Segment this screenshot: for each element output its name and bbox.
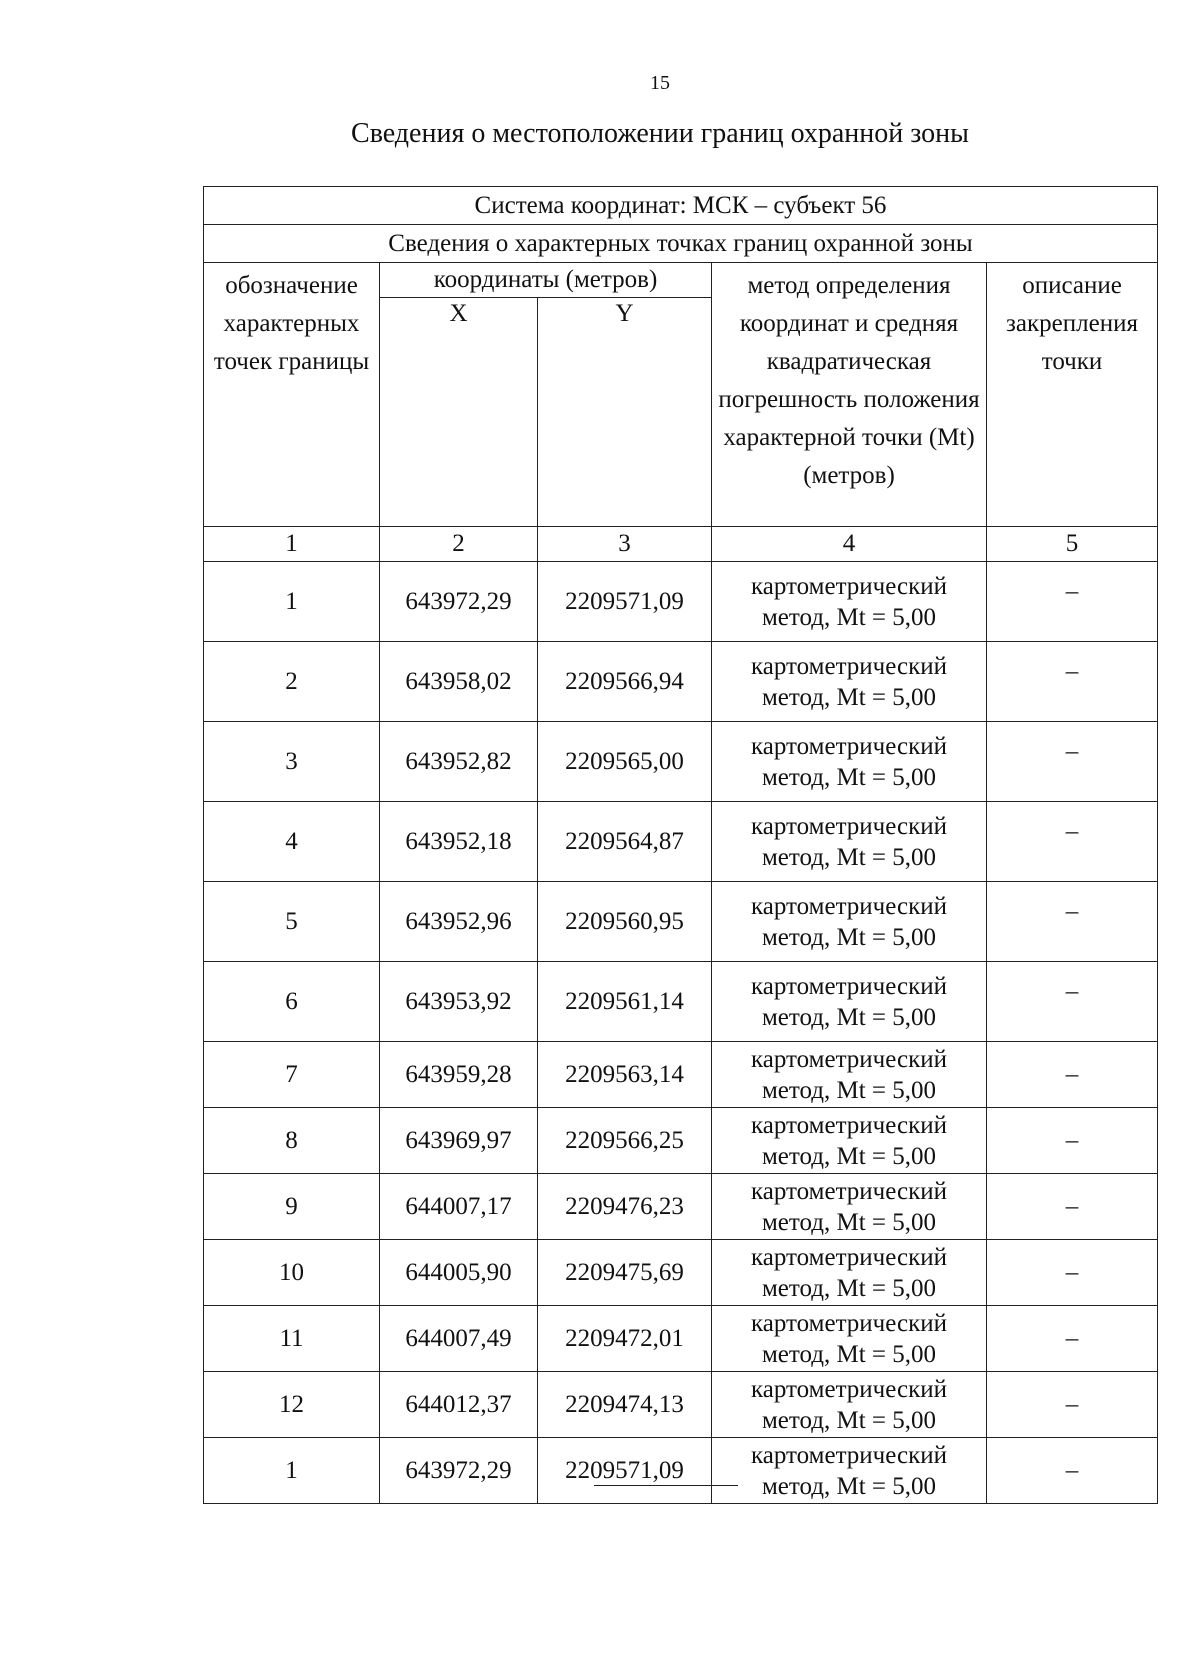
point-number-cell: 6 <box>204 962 380 1042</box>
y-coordinate-cell: 2209560,95 <box>538 882 712 962</box>
x-coordinate-cell: 643972,29 <box>380 1438 538 1504</box>
coordinates-table <box>203 186 1158 1504</box>
y-coordinate-cell: 2209565,00 <box>538 722 712 802</box>
table-row <box>204 1240 1158 1306</box>
method-cell <box>712 1306 987 1372</box>
header-coordinates: координаты (метров) <box>380 263 712 298</box>
header-row <box>204 263 1158 298</box>
method-line: метод, Mt = 5,00 <box>761 923 937 951</box>
y-coordinate-cell: 2209571,09 <box>538 562 712 642</box>
method-cell <box>712 962 987 1042</box>
point-number-cell: 9 <box>204 1174 380 1240</box>
x-coordinate-cell: 643972,29 <box>380 562 538 642</box>
y-coordinate-cell: 2209566,94 <box>538 642 712 722</box>
header-description: описание закрепления точки <box>987 263 1158 527</box>
description-cell: – <box>987 1306 1158 1372</box>
header-method: метод определения координат и средняя квадратическая погрешность положения характерной точки (Mt) (метров) <box>712 263 987 527</box>
table-row <box>204 882 1158 962</box>
description-cell: – <box>987 722 1158 802</box>
page-number: 15 <box>650 72 670 94</box>
method-line: метод, Mt = 5,00 <box>761 1472 937 1500</box>
method-line: картометрический <box>751 892 947 920</box>
column-number: 3 <box>538 527 712 562</box>
method-line: картометрический <box>751 1441 947 1469</box>
table-row <box>204 1372 1158 1438</box>
method-cell <box>712 1042 987 1108</box>
x-coordinate-cell: 644007,17 <box>380 1174 538 1240</box>
table-row <box>204 1042 1158 1108</box>
method-line: метод, Mt = 5,00 <box>761 683 937 711</box>
point-number-cell: 8 <box>204 1108 380 1174</box>
table-caption: Сведения о характерных точках границ охранной зоны <box>204 225 1158 263</box>
method-line: картометрический <box>751 1045 947 1073</box>
table-row <box>204 562 1158 642</box>
description-cell: – <box>987 802 1158 882</box>
y-coordinate-cell: 2209561,14 <box>538 962 712 1042</box>
x-coordinate-cell: 644007,49 <box>380 1306 538 1372</box>
method-line: метод, Mt = 5,00 <box>761 1076 937 1104</box>
point-number-cell: 4 <box>204 802 380 882</box>
description-cell: – <box>987 882 1158 962</box>
method-line: картометрический <box>751 572 947 600</box>
column-number: 2 <box>380 527 538 562</box>
header-y: Y <box>538 298 712 527</box>
point-number-cell: 7 <box>204 1042 380 1108</box>
coordinate-system-row <box>204 187 1158 225</box>
method-cell <box>712 802 987 882</box>
description-cell: – <box>987 962 1158 1042</box>
y-coordinate-cell: 2209472,01 <box>538 1306 712 1372</box>
method-line: метод, Mt = 5,00 <box>761 1274 937 1302</box>
point-number-cell: 3 <box>204 722 380 802</box>
method-cell <box>712 1108 987 1174</box>
method-line: картометрический <box>751 1177 947 1205</box>
y-coordinate-cell: 2209475,69 <box>538 1240 712 1306</box>
x-coordinate-cell: 643969,97 <box>380 1108 538 1174</box>
point-number-cell: 12 <box>204 1372 380 1438</box>
description-cell: – <box>987 1108 1158 1174</box>
method-line: метод, Mt = 5,00 <box>761 1406 937 1434</box>
column-number: 1 <box>204 527 380 562</box>
method-line: картометрический <box>751 1243 947 1271</box>
method-line: картометрический <box>751 1111 947 1139</box>
description-cell: – <box>987 1372 1158 1438</box>
x-coordinate-cell: 644005,90 <box>380 1240 538 1306</box>
method-cell <box>712 1240 987 1306</box>
description-cell: – <box>987 642 1158 722</box>
y-coordinate-cell: 2209476,23 <box>538 1174 712 1240</box>
y-coordinate-cell: 2209571,09 <box>538 1438 712 1504</box>
header-designation: обозначение характерных точек границы <box>204 263 380 527</box>
header-x: X <box>380 298 538 527</box>
table-caption-row <box>204 225 1158 263</box>
y-coordinate-cell: 2209563,14 <box>538 1042 712 1108</box>
x-coordinate-cell: 643952,96 <box>380 882 538 962</box>
x-coordinate-cell: 643959,28 <box>380 1042 538 1108</box>
table-row <box>204 802 1158 882</box>
column-number: 5 <box>987 527 1158 562</box>
point-number-cell: 10 <box>204 1240 380 1306</box>
table-row <box>204 1438 1158 1504</box>
document-title: Сведения о местоположении границ охранной зоны <box>351 118 969 149</box>
method-line: метод, Mt = 5,00 <box>761 1208 937 1236</box>
table-row <box>204 1174 1158 1240</box>
description-cell: – <box>987 1240 1158 1306</box>
method-cell <box>712 1438 987 1504</box>
table-row <box>204 722 1158 802</box>
table-row <box>204 642 1158 722</box>
point-number-cell: 1 <box>204 562 380 642</box>
method-line: картометрический <box>751 972 947 1000</box>
method-line: метод, Mt = 5,00 <box>761 1142 937 1170</box>
column-number: 4 <box>712 527 987 562</box>
y-coordinate-cell: 2209566,25 <box>538 1108 712 1174</box>
method-line: метод, Mt = 5,00 <box>761 1340 937 1368</box>
method-cell <box>712 1174 987 1240</box>
method-line: метод, Mt = 5,00 <box>761 843 937 871</box>
point-number-cell: 5 <box>204 882 380 962</box>
method-cell <box>712 642 987 722</box>
method-line: картометрический <box>751 812 947 840</box>
point-number-cell: 2 <box>204 642 380 722</box>
y-coordinate-cell: 2209474,13 <box>538 1372 712 1438</box>
method-line: картометрический <box>751 1375 947 1403</box>
x-coordinate-cell: 643952,82 <box>380 722 538 802</box>
y-coordinate-cell: 2209564,87 <box>538 802 712 882</box>
method-line: метод, Mt = 5,00 <box>761 1003 937 1031</box>
x-coordinate-cell: 643958,02 <box>380 642 538 722</box>
method-cell <box>712 882 987 962</box>
table-row <box>204 1306 1158 1372</box>
point-number-cell: 11 <box>204 1306 380 1372</box>
table-row <box>204 1108 1158 1174</box>
method-line: картометрический <box>751 1309 947 1337</box>
method-line: картометрический <box>751 652 947 680</box>
description-cell: – <box>987 1438 1158 1504</box>
description-cell: – <box>987 1042 1158 1108</box>
coordinate-system: Система координат: МСК – субъект 56 <box>204 187 1158 225</box>
method-cell <box>712 1372 987 1438</box>
method-line: метод, Mt = 5,00 <box>761 603 937 631</box>
point-number-cell: 1 <box>204 1438 380 1504</box>
description-cell: – <box>987 562 1158 642</box>
column-numbers-row <box>204 527 1158 562</box>
x-coordinate-cell: 643953,92 <box>380 962 538 1042</box>
table-row <box>204 962 1158 1042</box>
x-coordinate-cell: 644012,37 <box>380 1372 538 1438</box>
description-cell: – <box>987 1174 1158 1240</box>
method-line: метод, Mt = 5,00 <box>761 763 937 791</box>
method-cell <box>712 722 987 802</box>
method-cell <box>712 562 987 642</box>
method-line: картометрический <box>751 732 947 760</box>
x-coordinate-cell: 643952,18 <box>380 802 538 882</box>
footer-divider <box>594 1485 738 1486</box>
